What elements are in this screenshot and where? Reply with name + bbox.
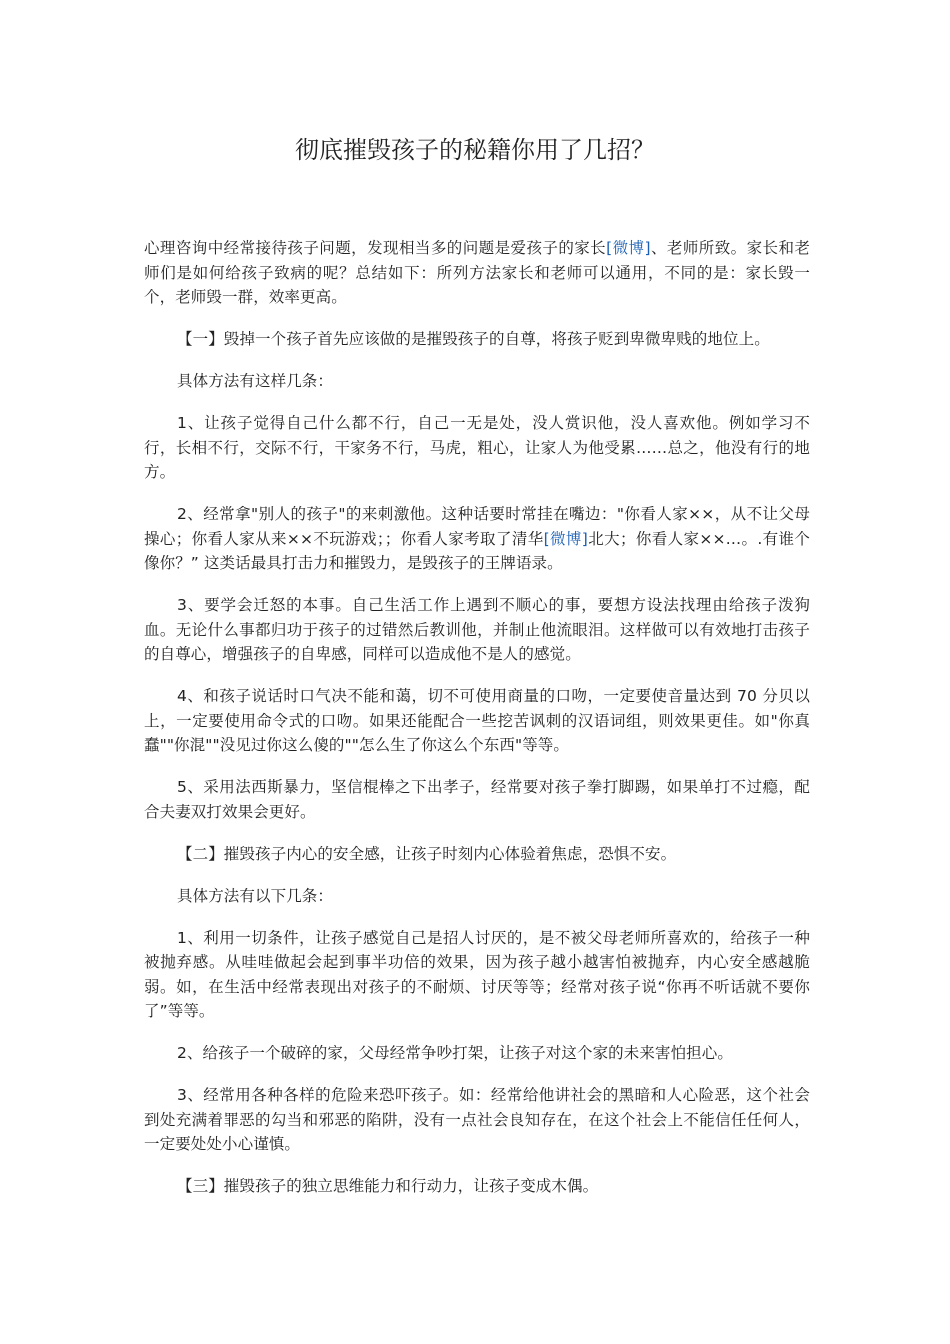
paragraph	[144, 926, 810, 1024]
paragraph-text: 【三】摧毁孩子的独立思维能力和行动力，让孩子变成木偶。	[177, 1177, 599, 1195]
paragraph-text: 北大；你看人家××…。.有谁个像你？” 这类话最具打击力和摧毁力，是毁孩子的王牌语录。	[144, 529, 811, 572]
weibo-link[interactable]: [微博]	[606, 239, 651, 257]
paragraph-text: 1、利用一切条件，让孩子感觉自己是招人讨厌的，是不被父母老师所喜欢的，给孩子一种被抛弃感。从哇哇做起会起到事半功倍的效果，因为孩子越小越害怕被抛弃，内心安全感越脆弱。如，在生活中经常表现出对孩子的不耐烦、讨厌等等；经常对孩子说“你再不听话就不要你了”等等。	[144, 928, 810, 1020]
paragraph	[144, 1083, 810, 1157]
paragraph-text: 1、让孩子觉得自己什么都不行，自己一无是处，没人赏识他，没人喜欢他。例如学习不行，长相不行，交际不行，干家务不行，马虎，粗心，让家人为他受累……总之，他没有行的地方。	[144, 414, 810, 481]
paragraph	[144, 411, 810, 485]
paragraph-text: 【一】毁掉一个孩子首先应该做的是摧毁孩子的自尊，将孩子贬到卑微卑贱的地位上。	[177, 330, 770, 348]
paragraph-text: 2、给孩子一个破碎的家，父母经常争吵打架，让孩子对这个家的未来害怕担心。	[177, 1044, 733, 1062]
paragraph	[144, 1174, 810, 1199]
paragraph-text: 心理咨询中经常接待孩子问题，发现相当多的问题是爱孩子的家长	[144, 239, 607, 257]
paragraph-text: 2、经常拿"别人的孩子"的来刺激他。这种话要时常挂在嘴边："你看人家××，从不让父母操心；你看人家从来××不玩游戏；；你看人家考取了清华	[144, 505, 810, 548]
weibo-link[interactable]: [微博]	[543, 529, 588, 548]
paragraph	[144, 327, 810, 352]
paragraph-text: 3、经常用各种各样的危险来恐吓孩子。如：经常给他讲社会的黑暗和人心险恶，这个社会到处充满着罪恶的勾当和邪恶的陷阱，没有一点社会良知存在，在这个社会上不能信任任何人，一定要处处小心谨慎。	[144, 1086, 810, 1153]
paragraph-text: 具体方法有这样几条：	[177, 372, 334, 390]
paragraph	[144, 1041, 810, 1066]
document-title: 彻底摧毁孩子的秘籍你用了几招？	[295, 136, 655, 164]
paragraph	[144, 236, 810, 310]
paragraph	[144, 593, 810, 667]
paragraph	[144, 775, 810, 824]
paragraph-text: 4、和孩子说话时口气决不能和蔼，切不可使用商量的口吻，一定要使音量达到 70 分贝以上，一定要使用命令式的口吻。如果还能配合一些挖苦讽刺的汉语词组，则效果更佳。如"你真蠢""你混""没见过你这么傻的""怎么生了你这么个东西"等等。	[144, 687, 810, 754]
paragraph-text: 【二】摧毁孩子内心的安全感，让孩子时刻内心体验着焦虑，恐惧不安。	[177, 844, 677, 863]
paragraph-text: 、老师所致。家长和老师们是如何给孩子致病的呢？总结如下：所列方法家长和老师可以通用，不同的是：家长毁一个，老师毁一群，效率更高。	[144, 239, 810, 306]
paragraph-text: 具体方法有以下几条：	[177, 886, 334, 905]
document-body	[144, 236, 810, 1216]
paragraph-text: 3、要学会迁怒的本事。自己生活工作上遇到不顺心的事，要想方设法找理由给孩子泼狗血。无论什么事都归功于孩子的过错然后教训他，并制止他流眼泪。这样做可以有效地打击孩子的自尊心，增强孩子的自卑感，同样可以造成他不是人的感觉。	[144, 596, 810, 663]
paragraph-text: 5、采用法西斯暴力，坚信棍棒之下出孝子，经常要对孩子拳打脚踢，如果单打不过瘾，配合夫妻双打效果会更好。	[144, 778, 810, 821]
paragraph	[144, 684, 810, 758]
paragraph	[144, 884, 810, 909]
paragraph	[144, 369, 810, 394]
paragraph	[144, 502, 810, 576]
paragraph	[144, 842, 810, 867]
